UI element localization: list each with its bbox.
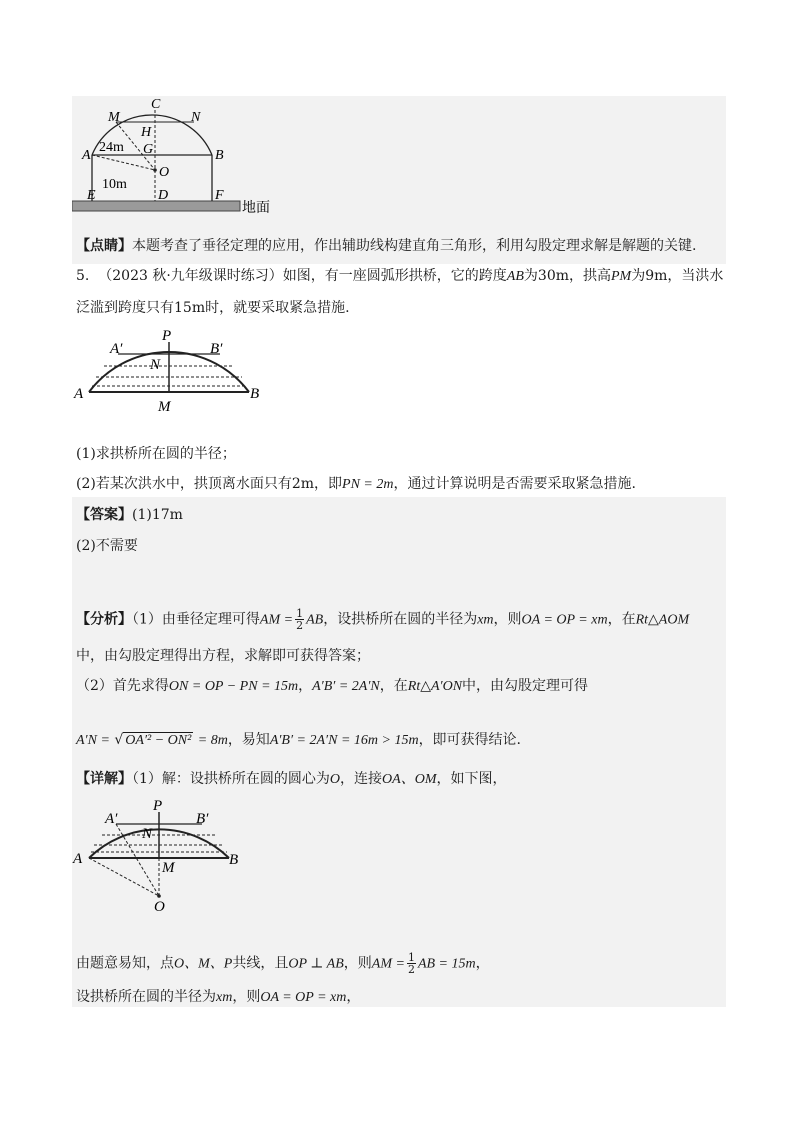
problem-text: ，拱高 <box>569 268 611 284</box>
comment-tag: 【点睛】 <box>76 238 132 254</box>
triangle-AOM: Rt△AOM <box>635 612 690 628</box>
problem-number: 5. <box>76 268 90 284</box>
figure3-arch-with-center <box>72 798 272 916</box>
tail-line2 <box>76 987 360 1008</box>
fig3-label-O: O <box>154 899 165 915</box>
eq-radius: OA = OP = xm <box>521 612 608 628</box>
tail-text: 设拱桥所在圆的半径为 <box>76 989 216 1005</box>
answer-line2 <box>76 536 138 556</box>
analysis-text: ，在 <box>607 611 636 628</box>
analysis-line4: A′N = √ OA′² − ON² = 8m，易知A′B′ = 2A′N = 16m > 15m，即可获得结论. <box>76 732 522 748</box>
tail-text: 由题意易知，点 <box>76 955 174 972</box>
var-x: xm <box>477 612 494 628</box>
analysis-text: ，在 <box>379 678 408 694</box>
problem-text: 如图，有一座圆弧形拱桥，它的跨度 <box>282 268 507 284</box>
seg-AB: AB <box>506 269 524 284</box>
figure2-arch-diagram <box>72 326 272 418</box>
points-OMP: O、M、P <box>174 956 233 972</box>
analysis-text: ，则 <box>493 611 522 628</box>
q2-value: 2m <box>291 476 315 492</box>
tail-text: ， <box>475 955 490 972</box>
problem-source: （2023 秋·九年级课时练习） <box>98 268 283 284</box>
eq-AB: AB <box>306 612 324 628</box>
analysis-text: （2）首先求得 <box>76 678 169 694</box>
tail-text: ，则 <box>343 955 372 972</box>
fig3-label-A1: A′ <box>105 811 118 827</box>
fig1-label-N: N <box>191 110 201 125</box>
eq-A1B1: A′B′ = 2A′N <box>312 679 380 694</box>
fig2-label-P: P <box>162 328 172 344</box>
point-O: O <box>329 772 341 787</box>
eq-ON: ON = OP − PN = 15m <box>168 679 299 694</box>
fraction-denominator: 2 <box>407 963 415 976</box>
eq-result: = 8m <box>197 733 228 748</box>
detail-tag: 【详解】 <box>76 771 132 787</box>
detail-text: ，如下图， <box>436 771 507 787</box>
fig3-label-B1: B′ <box>196 811 209 827</box>
fig3-label-N: N <box>142 826 153 842</box>
comment-line <box>76 236 696 256</box>
eq-compare: A′B′ = 2A′N = 16m > 15m <box>269 733 419 748</box>
analysis-text: （1）由垂径定理可得 <box>132 611 260 628</box>
question-1 <box>76 444 236 464</box>
span-value: 30m <box>537 268 569 284</box>
fig2-label-B: B <box>250 386 260 402</box>
eq-AM: AM = <box>259 612 294 628</box>
detail-text: （1）解：设拱桥所在圆的圆心为 <box>132 771 330 787</box>
problem5-line2 <box>76 298 350 318</box>
answer-text: (2)不需要 <box>76 538 138 554</box>
analysis-line3 <box>76 676 588 697</box>
fig2-label-B1: B′ <box>210 341 223 357</box>
fig3-label-P: P <box>153 798 163 814</box>
eq-radius: OA = OP = xm <box>260 990 347 1005</box>
fig1-length-10m: 10m <box>102 177 127 192</box>
question-text: (1)求拱桥所在圆的半径； <box>76 446 236 462</box>
fig1-label-F: F <box>215 188 224 203</box>
analysis-text: ，易知 <box>227 732 270 748</box>
fraction-numerator: 1 <box>296 607 304 620</box>
question-text: ，即 <box>314 476 343 492</box>
analysis-line1 <box>76 608 689 631</box>
fig1-label-H: H <box>141 125 152 140</box>
eq-perpendicular: OP ⊥ AB <box>288 956 344 972</box>
flood-value: 15m <box>174 300 206 316</box>
answer-line1 <box>76 505 183 525</box>
var-x: xm <box>216 990 233 1005</box>
fig2-label-M: M <box>158 399 171 415</box>
triangle-A1ON: Rt△A′ON <box>407 679 463 694</box>
answer-tag: 【答案】 <box>76 507 132 523</box>
fig1-ground-label: 地面 <box>242 201 270 216</box>
fig1-label-M: M <box>108 110 120 125</box>
comment-text: 本题考查了垂径定理的应用，作出辅助线构建直角三角形，利用勾股定理求解是解题的关键. <box>132 238 697 254</box>
fig1-label-C: C <box>151 97 161 112</box>
detail-text: ，连接 <box>340 771 383 787</box>
fig3-label-A: A <box>73 851 83 867</box>
analysis-text: ，设拱桥所在圆的半径为 <box>323 611 478 628</box>
analysis-line2 <box>76 646 370 666</box>
seg-PM: PM <box>611 269 632 284</box>
analysis-text: 中，由勾股定理可得 <box>462 678 589 694</box>
problem-text: 为 <box>523 268 538 284</box>
fig1-label-E: E <box>87 188 96 203</box>
q2-equation: PN = 2m <box>342 477 394 492</box>
question-2 <box>76 474 636 495</box>
fraction-half <box>407 952 416 975</box>
fig3-label-M: M <box>162 860 175 876</box>
segments-OA-OM: OA、OM <box>382 772 437 787</box>
fig1-length-24m: 24m <box>99 140 124 155</box>
fraction-denominator: 2 <box>296 619 304 632</box>
detail-line1 <box>76 769 506 790</box>
question-text: ，通过计算说明是否需要采取紧急措施. <box>393 476 636 492</box>
sqrt-radicand: OA′² − ON² <box>125 733 192 748</box>
analysis-text: ， <box>298 678 313 694</box>
problem-text: 为 <box>631 268 646 284</box>
analysis-tag: 【分析】 <box>76 611 132 628</box>
fig1-label-D: D <box>158 188 169 203</box>
height-value: 9m <box>645 268 668 284</box>
problem-text: 时，就要采取紧急措施. <box>205 300 350 316</box>
fig1-label-A: A <box>82 148 91 163</box>
eq-A1N: A′N = <box>76 733 110 748</box>
problem-text: 泛滥到跨度只有 <box>76 300 174 316</box>
fig2-label-A1: A′ <box>110 341 123 357</box>
fig1-label-B: B <box>215 148 224 163</box>
fig1-label-O: O <box>159 165 170 180</box>
answer-shade <box>72 497 726 1007</box>
tail-text: 共线，且 <box>232 955 289 972</box>
fraction-numerator: 1 <box>407 951 415 964</box>
tail-text: ， <box>346 989 361 1005</box>
fig3-label-B: B <box>229 852 239 868</box>
tail-line1 <box>76 952 490 975</box>
problem5-line1 <box>76 266 723 287</box>
figure1-bridge-diagram <box>72 96 282 220</box>
tail-text: ，则 <box>232 989 261 1005</box>
question-text: (2)若某次洪水中，拱顶离水面只有 <box>76 476 292 492</box>
fig2-label-N: N <box>150 357 161 373</box>
eq-AM: AM = <box>371 956 405 972</box>
analysis-text: 中，由勾股定理得出方程，求解即可获得答案； <box>76 648 370 664</box>
answer-value: 17m <box>151 507 183 523</box>
eq-AB-15m: AB = 15m <box>417 956 476 972</box>
analysis-text: ，即可获得结论. <box>418 732 522 748</box>
fraction-half <box>295 608 304 631</box>
answer-text: (1) <box>132 507 152 523</box>
fig1-label-G: G <box>143 142 154 157</box>
fig2-label-A: A <box>74 386 84 402</box>
problem-text: ，当洪水 <box>667 268 724 284</box>
